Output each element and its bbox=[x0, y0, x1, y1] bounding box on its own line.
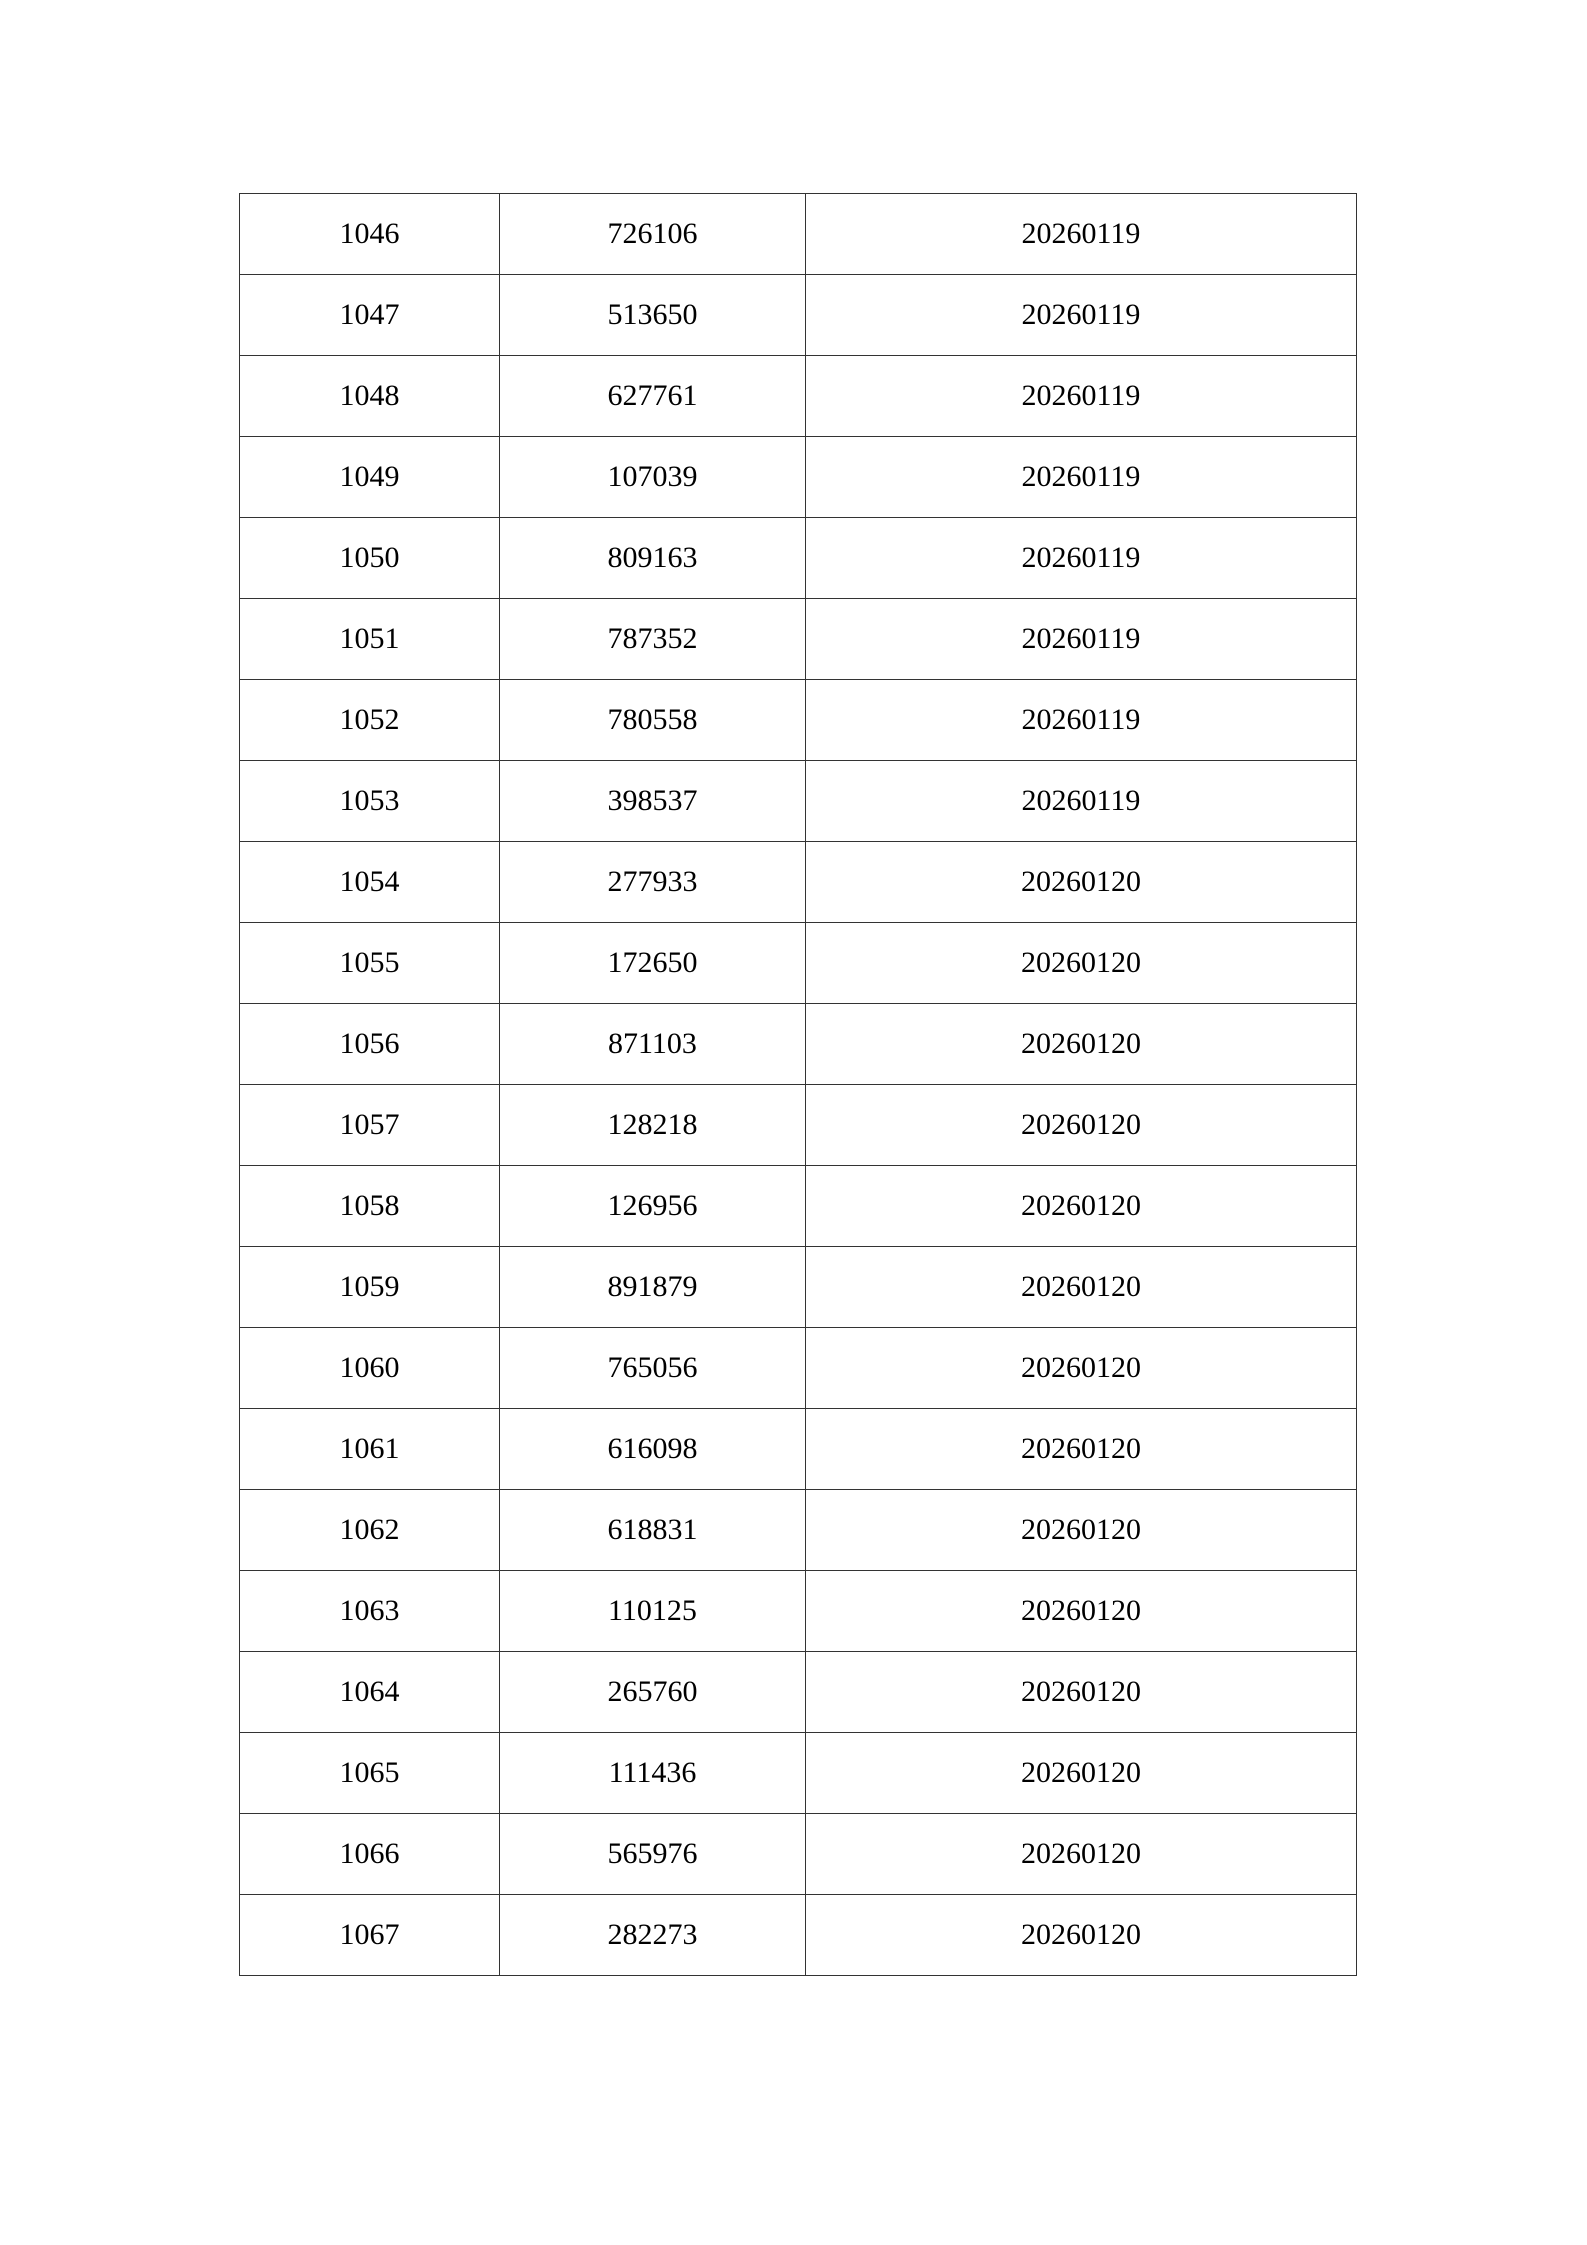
cell-code: 398537 bbox=[500, 761, 806, 842]
cell-code: 565976 bbox=[500, 1814, 806, 1895]
cell-date: 20260120 bbox=[806, 1409, 1357, 1490]
cell-code: 627761 bbox=[500, 356, 806, 437]
cell-code: 891879 bbox=[500, 1247, 806, 1328]
cell-serial: 1048 bbox=[240, 356, 500, 437]
cell-date: 20260120 bbox=[806, 1571, 1357, 1652]
table-row bbox=[240, 1733, 1357, 1814]
table-row bbox=[240, 761, 1357, 842]
table-row bbox=[240, 1004, 1357, 1085]
cell-serial: 1047 bbox=[240, 275, 500, 356]
table-row bbox=[240, 1166, 1357, 1247]
cell-date: 20260119 bbox=[806, 518, 1357, 599]
cell-serial: 1061 bbox=[240, 1409, 500, 1490]
cell-code: 809163 bbox=[500, 518, 806, 599]
cell-code: 128218 bbox=[500, 1085, 806, 1166]
table-row bbox=[240, 1571, 1357, 1652]
cell-serial: 1065 bbox=[240, 1733, 500, 1814]
table-row bbox=[240, 356, 1357, 437]
cell-date: 20260119 bbox=[806, 437, 1357, 518]
cell-date: 20260120 bbox=[806, 923, 1357, 1004]
cell-serial: 1058 bbox=[240, 1166, 500, 1247]
cell-serial: 1050 bbox=[240, 518, 500, 599]
cell-date: 20260120 bbox=[806, 1004, 1357, 1085]
cell-date: 20260120 bbox=[806, 1652, 1357, 1733]
table-row bbox=[240, 1247, 1357, 1328]
cell-date: 20260120 bbox=[806, 842, 1357, 923]
cell-date: 20260120 bbox=[806, 1328, 1357, 1409]
cell-code: 765056 bbox=[500, 1328, 806, 1409]
cell-serial: 1064 bbox=[240, 1652, 500, 1733]
cell-serial: 1059 bbox=[240, 1247, 500, 1328]
cell-date: 20260119 bbox=[806, 680, 1357, 761]
cell-serial: 1060 bbox=[240, 1328, 500, 1409]
table-row bbox=[240, 842, 1357, 923]
cell-code: 111436 bbox=[500, 1733, 806, 1814]
table-row bbox=[240, 1490, 1357, 1571]
cell-code: 871103 bbox=[500, 1004, 806, 1085]
table-row bbox=[240, 1895, 1357, 1976]
cell-date: 20260120 bbox=[806, 1814, 1357, 1895]
cell-code: 780558 bbox=[500, 680, 806, 761]
cell-code: 107039 bbox=[500, 437, 806, 518]
table-row bbox=[240, 1652, 1357, 1733]
data-table bbox=[239, 193, 1357, 1976]
table-row bbox=[240, 437, 1357, 518]
cell-serial: 1053 bbox=[240, 761, 500, 842]
cell-code: 265760 bbox=[500, 1652, 806, 1733]
table-body bbox=[240, 194, 1357, 1976]
cell-code: 513650 bbox=[500, 275, 806, 356]
table-row bbox=[240, 1328, 1357, 1409]
table-row bbox=[240, 923, 1357, 1004]
cell-date: 20260120 bbox=[806, 1490, 1357, 1571]
cell-serial: 1054 bbox=[240, 842, 500, 923]
cell-code: 282273 bbox=[500, 1895, 806, 1976]
cell-code: 277933 bbox=[500, 842, 806, 923]
table-row bbox=[240, 1814, 1357, 1895]
cell-code: 787352 bbox=[500, 599, 806, 680]
cell-date: 20260120 bbox=[806, 1247, 1357, 1328]
table-row bbox=[240, 1085, 1357, 1166]
cell-date: 20260119 bbox=[806, 356, 1357, 437]
cell-code: 172650 bbox=[500, 923, 806, 1004]
cell-serial: 1055 bbox=[240, 923, 500, 1004]
cell-code: 618831 bbox=[500, 1490, 806, 1571]
cell-date: 20260120 bbox=[806, 1166, 1357, 1247]
cell-date: 20260119 bbox=[806, 599, 1357, 680]
cell-date: 20260119 bbox=[806, 275, 1357, 356]
cell-date: 20260119 bbox=[806, 761, 1357, 842]
table-row bbox=[240, 518, 1357, 599]
table-row bbox=[240, 194, 1357, 275]
cell-serial: 1067 bbox=[240, 1895, 500, 1976]
cell-serial: 1062 bbox=[240, 1490, 500, 1571]
table-row bbox=[240, 599, 1357, 680]
cell-serial: 1056 bbox=[240, 1004, 500, 1085]
cell-serial: 1057 bbox=[240, 1085, 500, 1166]
cell-serial: 1046 bbox=[240, 194, 500, 275]
cell-serial: 1049 bbox=[240, 437, 500, 518]
table-row bbox=[240, 1409, 1357, 1490]
cell-code: 110125 bbox=[500, 1571, 806, 1652]
cell-date: 20260119 bbox=[806, 194, 1357, 275]
cell-code: 726106 bbox=[500, 194, 806, 275]
cell-code: 616098 bbox=[500, 1409, 806, 1490]
cell-serial: 1066 bbox=[240, 1814, 500, 1895]
cell-code: 126956 bbox=[500, 1166, 806, 1247]
cell-serial: 1051 bbox=[240, 599, 500, 680]
table-row bbox=[240, 680, 1357, 761]
cell-date: 20260120 bbox=[806, 1733, 1357, 1814]
cell-date: 20260120 bbox=[806, 1085, 1357, 1166]
cell-serial: 1063 bbox=[240, 1571, 500, 1652]
table-row bbox=[240, 275, 1357, 356]
cell-serial: 1052 bbox=[240, 680, 500, 761]
cell-date: 20260120 bbox=[806, 1895, 1357, 1976]
